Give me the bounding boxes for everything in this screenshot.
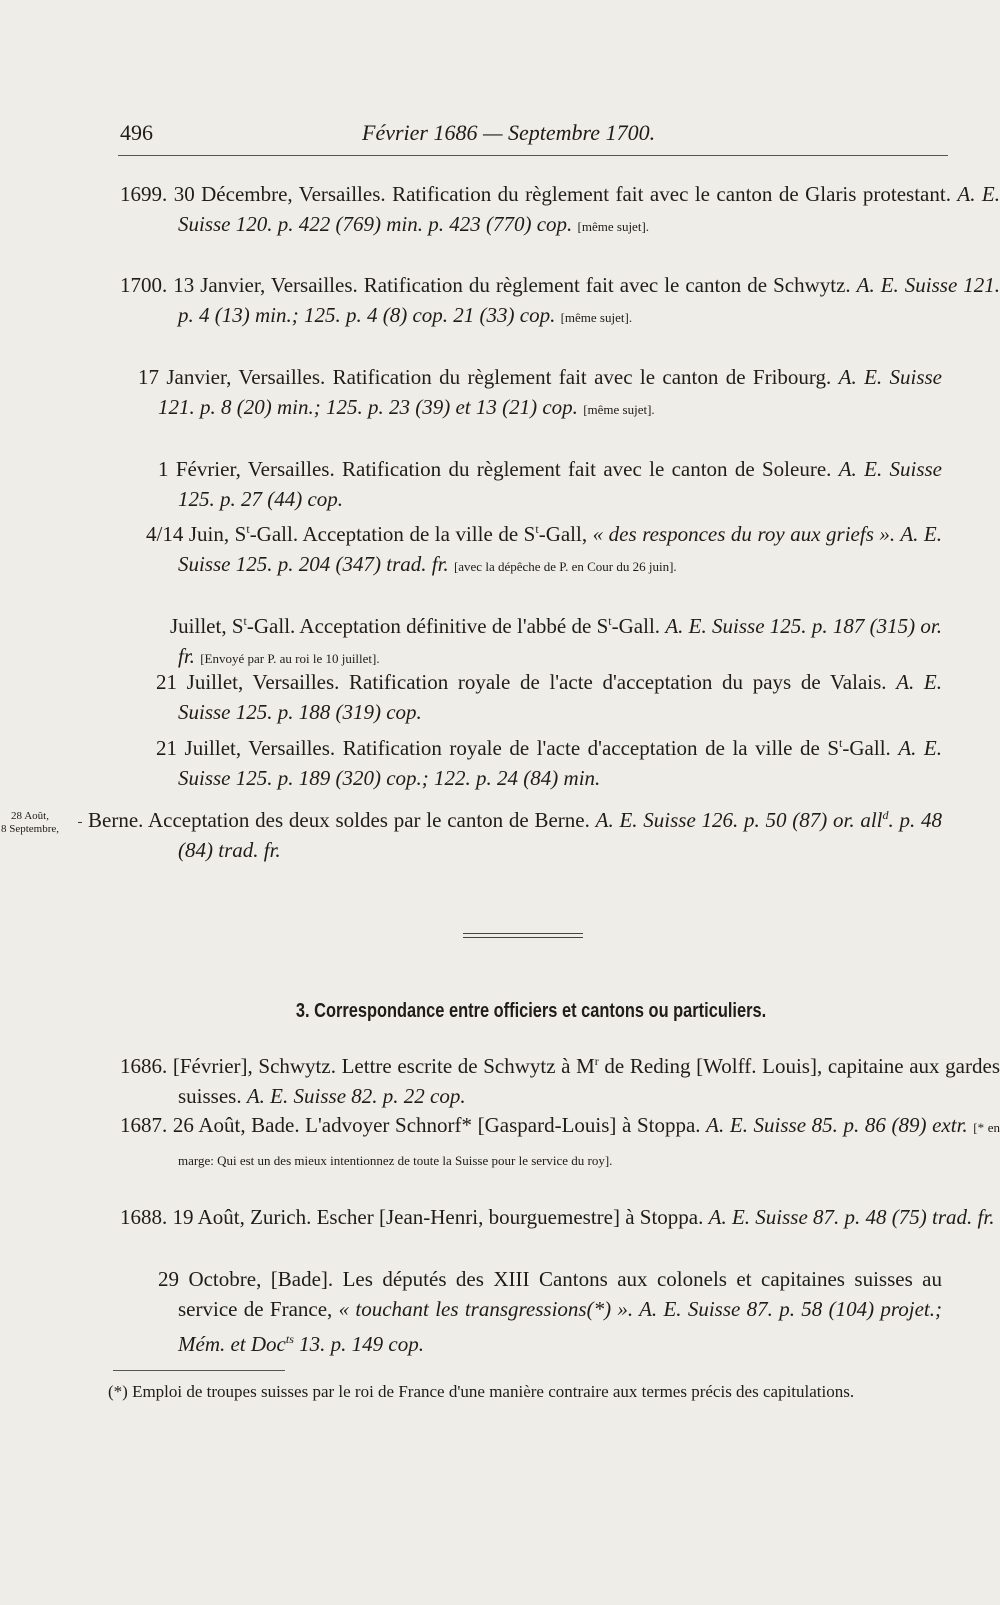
- entry-1699-12-30: 1699. 30 Décembre, Versailles. Ratification du règlement fait avec le canton de Glaris protestant. A. E. Suisse 120. p. 422 (769) min. p. 423 (770) cop. [même sujet].: [120, 182, 1000, 236]
- entry-1687-08-26: 1687. 26 Août, Bade. L'advoyer Schnorf* [Gaspard-Louis] à Stoppa. A. E. Suisse 85. p. 86 (89) extr. [* en marge: Qui est un des mieux intentionnez de toute la Suisse pour le service du roy].: [120, 1113, 1000, 1168]
- section-divider-top: [463, 933, 583, 934]
- footnote: (*) Emploi de troupes suisses par le roi de France d'une manière contraire aux termes précis des capitulations.: [108, 1382, 855, 1401]
- entry-1686-fevrier: 1686. [Février], Schwytz. Lettre escrite de Schwytz à $M^r$ de Reding [Wolff. Louis], capitaine aux gardes suisses. A. E. Suisse 82. p. 22 cop.: [120, 1054, 1000, 1108]
- entry-1688-08-19: 1688. 19 Août, Zurich. Escher [Jean-Henri, bourguemestre] à Stoppa. A. E. Suisse 87. p. 48 (75) trad. fr.: [120, 1205, 995, 1229]
- date-fraction: $\frac{\text{28 Août,}}{\text{8 Septembre,}}$: [78, 810, 82, 835]
- entry-1700-08-28-berne: $\frac{\text{28 Août,}}{\text{8 Septembre,}}$ Berne. Acceptation des deux soldes par le canton de Berne. A. E. Suisse 126. p. 50 (87) or. all$^d$. p. 48 (84) trad. fr.: [0, 808, 942, 862]
- page-number: 496: [120, 120, 153, 145]
- page-header: [120, 116, 948, 150]
- entry-1700-01-13: 1700. 13 Janvier, Versailles. Ratification du règlement fait avec le canton de Schwytz. A. E. Suisse 121. p. 4 (13) min.; 125. p. 4 (8) cop. 21 (33) cop. [même sujet].: [120, 273, 1000, 327]
- header-rule: [118, 155, 948, 156]
- section-title: 3. Correspondance entre officiers et cantons ou particuliers.: [295, 1000, 767, 1022]
- footnote-rule: [113, 1370, 285, 1371]
- entry-1700-07-stgall: Juillet, $S^t$-Gall. Acceptation définitive de l'abbé de $S^t$-Gall. A. E. Suisse 125. p. 187 (315) or. fr. [Envoyé par P. au roi le 10 juillet].: [170, 614, 942, 668]
- entry-1688-10-29: 29 Octobre, [Bade]. Les députés des XIII Cantons aux colonels et capitaines suisses au service de France, « touchant les transgressions(*) ». A. E. Suisse 87. p. 58 (104) projet.; Mém. et Doc$^{ts}$ 13. p. 149 cop.: [158, 1267, 942, 1356]
- entry-1700-06-04: 4/14 Juin, $S^t$-Gall. Acceptation de la ville de $S^t$-Gall, « des responces du roy aux griefs ». A. E. Suisse 125. p. 204 (347) trad. fr. [avec la dépêche de P. en Cour du 26 juin].: [146, 522, 943, 576]
- entry-1700-01-17: 17 Janvier, Versailles. Ratification du règlement fait avec le canton de Fribourg. A. E. Suisse 121. p. 8 (20) min.; 125. p. 23 (39) et 13 (21) cop. [même sujet].: [138, 365, 942, 419]
- section-divider-bottom: [463, 937, 583, 938]
- entry-1700-07-21-valais: 21 Juillet, Versailles. Ratification royale de l'acte d'acceptation du pays de Valais. A. E. Suisse 125. p. 188 (319) cop.: [156, 670, 942, 724]
- page-title: Février 1686 — Septembre 1700.: [362, 120, 656, 145]
- entry-1700-07-21-stgall: 21 Juillet, Versailles. Ratification royale de l'acte d'acceptation de la ville de $S^t$-Gall. A. E. Suisse 125. p. 189 (320) cop.; 122. p. 24 (84) min.: [156, 736, 943, 790]
- entry-1700-02-01: 1 Février, Versailles. Ratification du règlement fait avec le canton de Soleure. A. E. Suisse 125. p. 27 (44) cop.: [158, 457, 943, 511]
